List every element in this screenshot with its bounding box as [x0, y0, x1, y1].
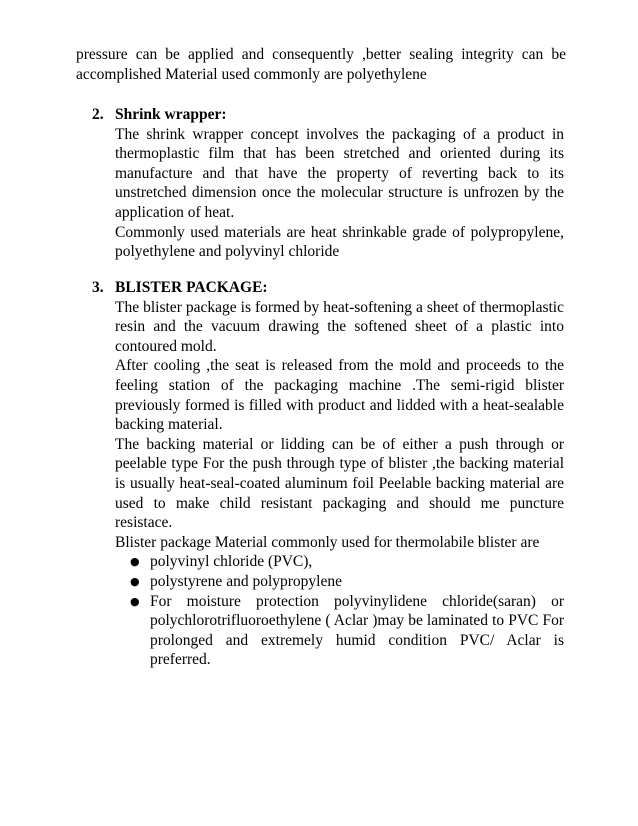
section-body [115, 298, 564, 670]
section-title: Shrink wrapper: [115, 106, 227, 123]
section-blister-package [92, 278, 564, 670]
list-item-text: For moisture protection polyvinylidene chloride(saran) or polychlorotrifluoroethylene ( Aclar )may be laminated to PVC For prolonged and extremely humid condition PVC/ Aclar is preferred. [150, 592, 564, 669]
paragraph: The backing material or lidding can be of either a push through or peelable type For the push through type of blister ,the backing material is usually heat-seal-coated aluminum foil Peelable backing material are used to make child resistant packaging and should me puncture resistace. [115, 435, 564, 532]
list-item [130, 572, 564, 592]
list-item [130, 592, 564, 670]
bullet-icon: ● [130, 594, 140, 608]
intro-paragraph: pressure can be applied and consequently ,better sealing integrity can be accomplished Material used commonly are polyethylene [76, 46, 566, 83]
section-number: 2. [92, 106, 104, 123]
materials-bullet-list [130, 552, 564, 670]
list-item-text: polystyrene and polypropylene [150, 572, 342, 590]
section-number: 3. [92, 279, 104, 296]
paragraph: The shrink wrapper concept involves the packaging of a product in thermoplastic film that has been stretched and oriented during its manufacture and that have the property of reverting back to its unstretched dimension once the molecular structure is unfrozen by the application of heat. [115, 125, 564, 221]
paragraph: Blister package Material commonly used for thermolabile blister are [115, 533, 540, 551]
paragraph: The blister package is formed by heat-softening a sheet of thermoplastic resin and the vacuum drawing the softened sheet of a plastic into contoured mold. [115, 298, 564, 355]
list-item [130, 552, 564, 572]
list-item-text: polyvinyl chloride (PVC), [150, 553, 313, 571]
section-heading [92, 278, 564, 298]
bullet-icon: ● [130, 555, 140, 569]
paragraph: After cooling ,the seat is released from the mold and proceeds to the feeling station of the packaging machine .The semi-rigid blister previously formed is filled with product and lidded with a heat-sealable backing material. [115, 357, 564, 434]
section-body [115, 125, 564, 262]
section-heading [92, 105, 564, 125]
section-shrink-wrapper [92, 105, 564, 262]
section-title: BLISTER PACKAGE: [115, 279, 268, 296]
bullet-icon: ● [130, 574, 140, 588]
paragraph: Commonly used materials are heat shrinkable grade of polypropylene, polyethylene and polyvinyl chloride [115, 223, 564, 261]
